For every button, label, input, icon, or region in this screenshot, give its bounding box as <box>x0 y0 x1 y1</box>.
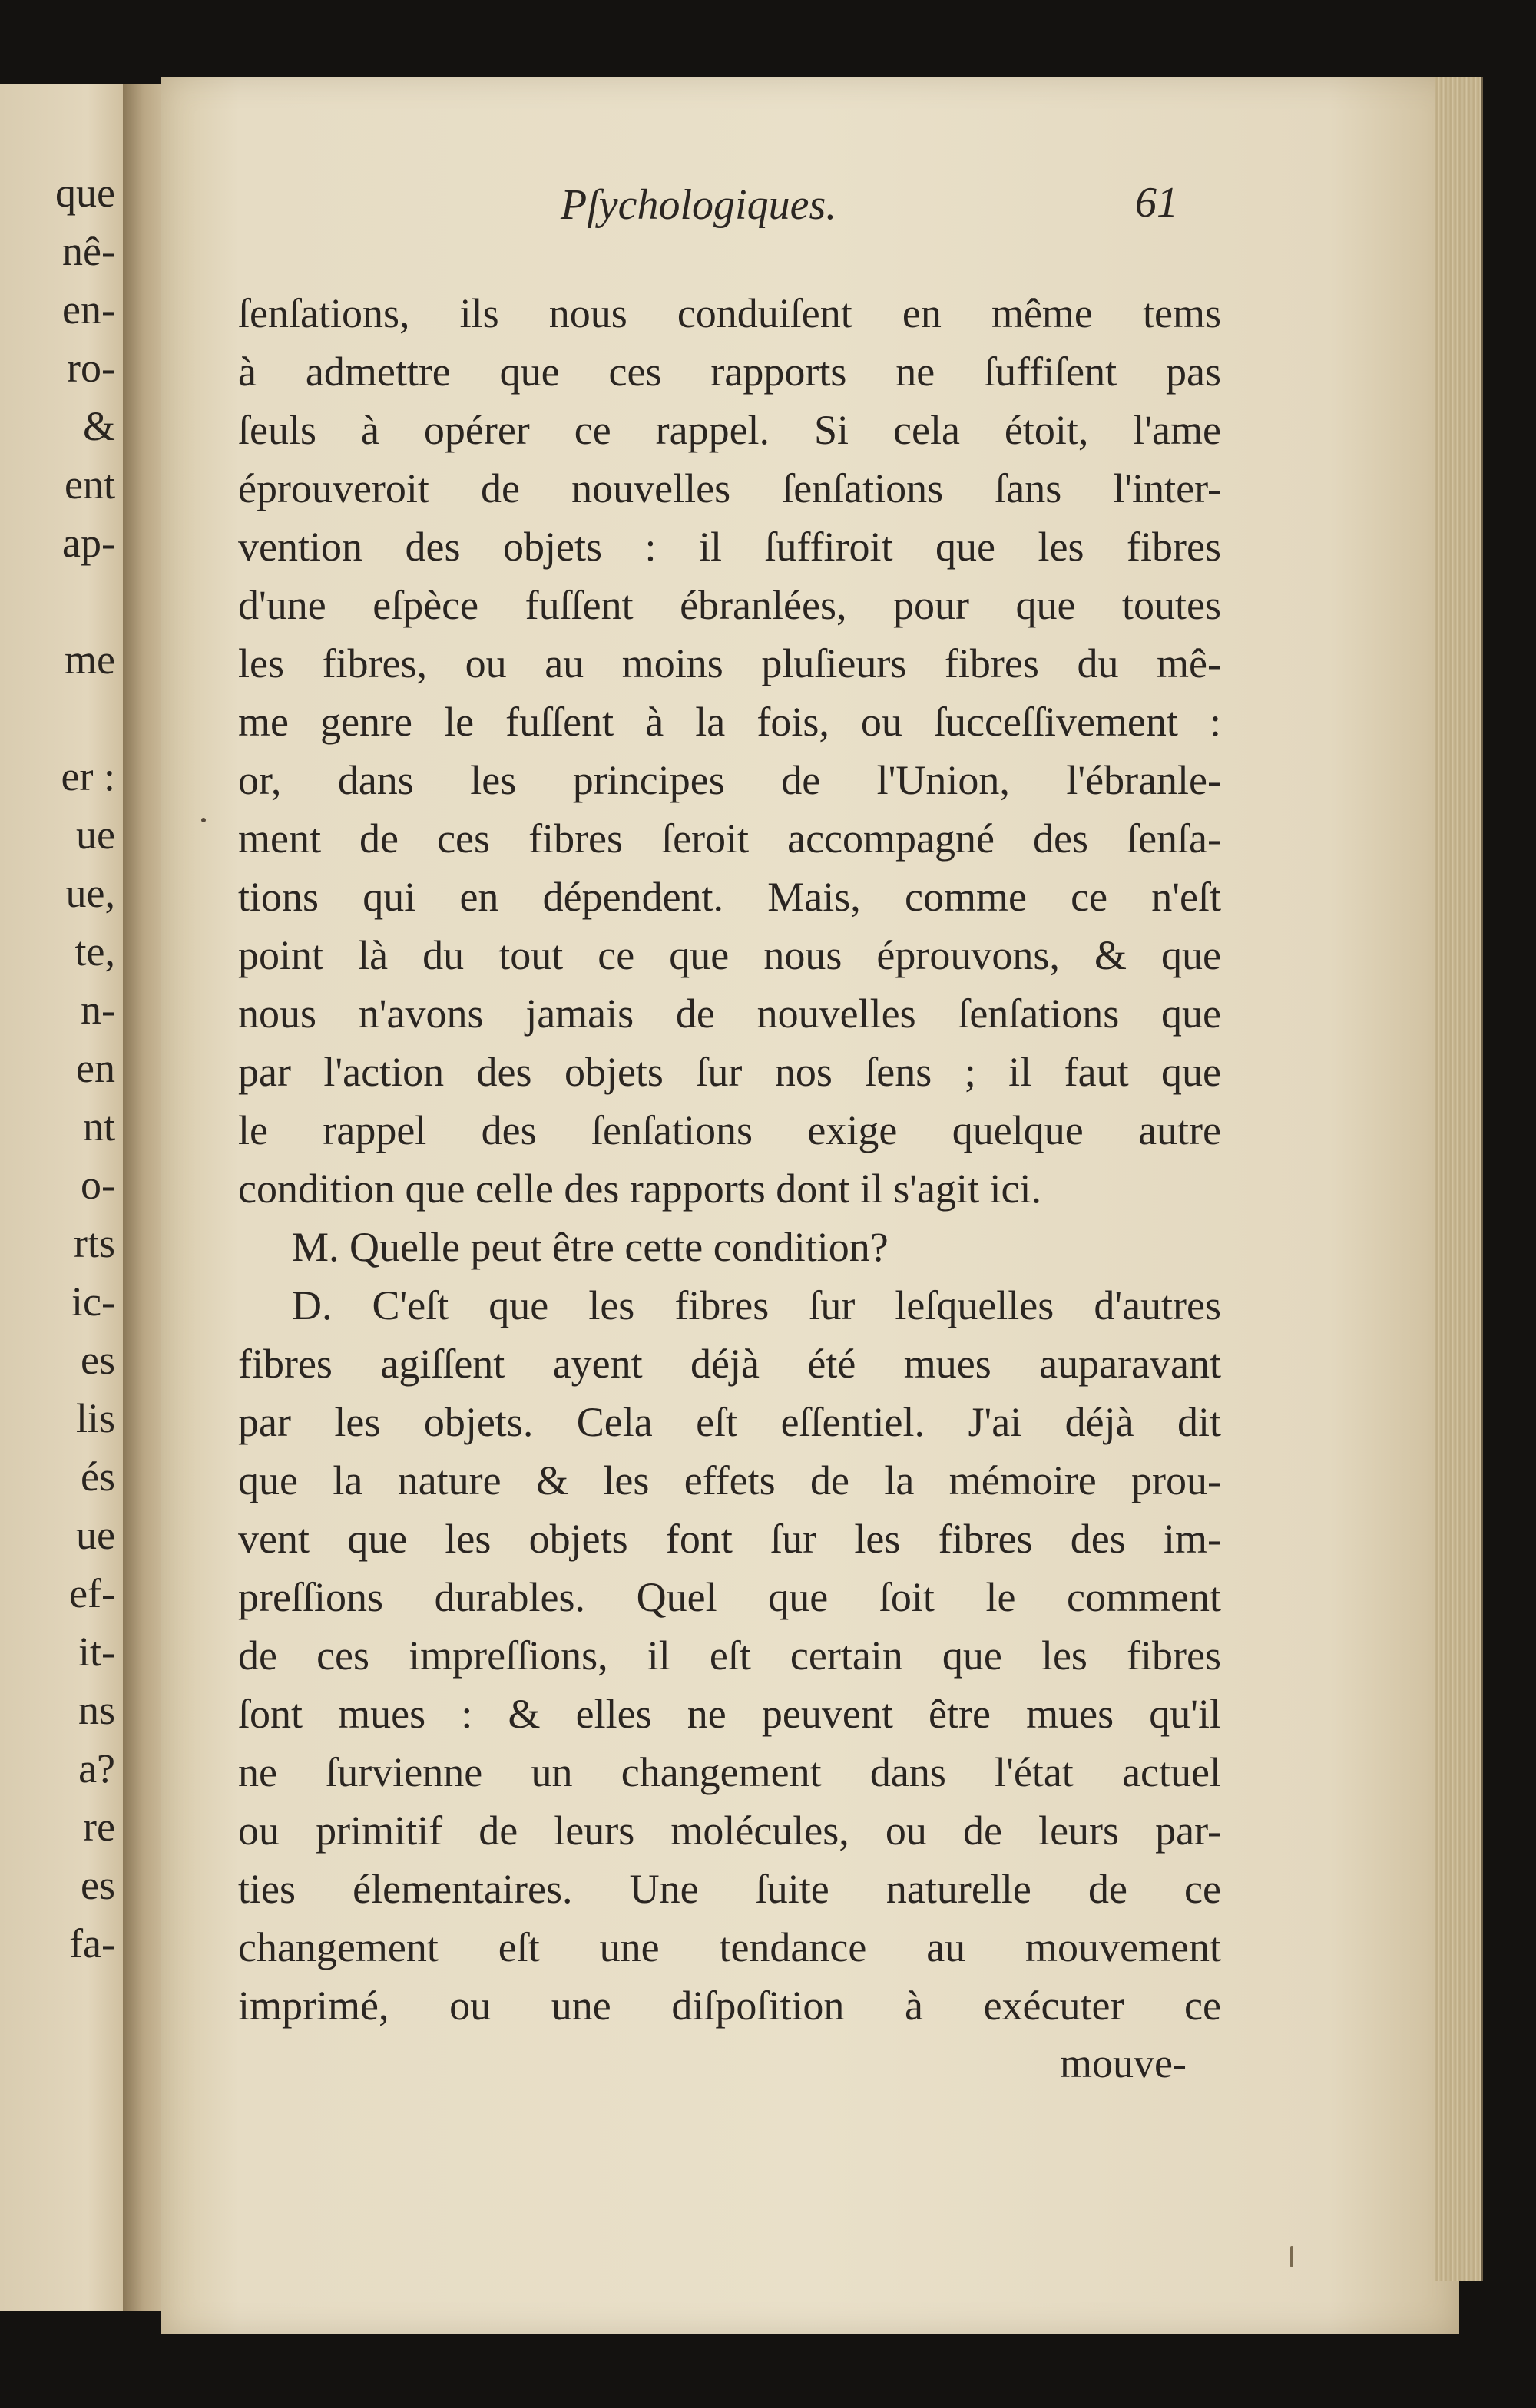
left-page-line-fragment: rts <box>74 1220 115 1266</box>
text-line: les fibres, ou au moins pluſieurs fibres du mê- <box>238 640 1221 686</box>
left-page-line-fragment: & <box>82 403 115 449</box>
text-line: le rappel des ſenſations exige quelque autre <box>238 1107 1221 1153</box>
body-text <box>238 284 1221 2035</box>
text-line: à admettre que ces rapports ne ſuffiſent pas <box>238 349 1221 395</box>
answer-line: ſont mues : & elles ne peuvent être mues qu'il <box>238 1691 1221 1737</box>
text-line: me genre le fuſſent à la fois, ou ſucceſſivement : <box>238 699 1221 745</box>
running-head: Pſychologiques. <box>561 181 837 229</box>
text-line: d'une eſpèce fuſſent ébranlées, pour que toutes <box>238 582 1221 628</box>
text-line: condition que celle des rapports dont il s'agit ici. <box>238 1166 1041 1212</box>
left-page-line-fragment: en- <box>62 286 115 332</box>
left-page-line-fragment: ue <box>76 812 115 858</box>
text-line: tions qui en dépendent. Mais, comme ce n'eſt <box>238 874 1221 920</box>
left-page-line-fragment: er : <box>61 753 115 799</box>
answer-line: D. C'eſt que les fibres ſur leſquelles d'autres <box>292 1282 1221 1328</box>
left-page-line-fragment: nt <box>82 1103 115 1149</box>
left-page-line-fragment: re <box>83 1804 115 1850</box>
text-line: éprouveroit de nouvelles ſenſations ſans l'inter- <box>238 465 1221 511</box>
left-page-line-fragment: ue <box>76 1512 115 1558</box>
answer-line: de ces impreſſions, il eſt certain que les fibres <box>238 1632 1221 1679</box>
question-line: M. Quelle peut être cette condition? <box>292 1224 889 1270</box>
answer-line: que la nature & les effets de la mémoire prou- <box>238 1457 1221 1503</box>
text-line: vention des objets : il ſuffiroit que les fibres <box>238 524 1221 570</box>
left-page-line-fragment: o- <box>81 1162 115 1208</box>
answer-line: par les objets. Cela eſt eſſentiel. J'ai déjà dit <box>238 1399 1221 1445</box>
text-line: ſeuls à opérer ce rappel. Si cela étoit, l'ame <box>238 407 1221 453</box>
left-page-line-fragment: it- <box>78 1629 115 1675</box>
left-page-line-fragment: ue, <box>65 870 115 916</box>
left-page-line-fragment: ic- <box>71 1278 115 1325</box>
answer-line: ties élementaires. Une ſuite naturelle de ce <box>238 1866 1221 1912</box>
ink-speck <box>1290 2246 1293 2267</box>
left-page-line-fragment: en <box>76 1045 115 1091</box>
left-page-line-fragment: ap- <box>62 520 115 566</box>
page-edge-stack <box>1435 77 1483 2281</box>
ink-speck <box>201 818 206 822</box>
text-line: nous n'avons jamais de nouvelles ſenſations que <box>238 991 1221 1037</box>
left-page-line-fragment: es <box>81 1862 115 1908</box>
answer-line: vent que les objets font ſur les fibres des im- <box>238 1516 1221 1562</box>
left-page-line-fragment: a? <box>78 1745 115 1791</box>
answer-line: imprimé, ou une diſpoſition à exécuter ce <box>238 1983 1221 2029</box>
text-line: point là du tout ce que nous éprouvons, & que <box>238 932 1221 978</box>
answer-line: changement eſt une tendance au mouvement <box>238 1924 1221 1970</box>
left-page-line-fragment: ro- <box>67 345 115 391</box>
left-page-line-fragment: n- <box>81 987 115 1033</box>
left-page-line-fragment: que <box>55 170 115 216</box>
catchword: mouve- <box>1060 2040 1187 2086</box>
text-line: ſenſations, ils nous conduiſent en même tems <box>238 290 1221 336</box>
left-page-line-fragment: me <box>65 637 115 683</box>
left-page-line-fragment: te, <box>74 928 115 974</box>
left-page-line-fragment: nê- <box>62 228 115 274</box>
text-line: or, dans les principes de l'Union, l'ébranle- <box>238 757 1221 803</box>
left-page-line-fragment: ns <box>78 1687 115 1733</box>
left-page-line-fragment: ent <box>65 461 115 508</box>
left-page-line-fragment: fa- <box>69 1920 115 1966</box>
answer-line: ou primitif de leurs molécules, ou de leurs par- <box>238 1808 1221 1854</box>
left-page-line-fragment: és <box>81 1454 115 1500</box>
left-page-line-fragment: ef- <box>69 1570 115 1616</box>
answer-line: fibres agiſſent ayent déjà été mues auparavant <box>238 1341 1221 1387</box>
answer-line: preſſions durables. Quel que ſoit le comment <box>238 1574 1221 1620</box>
left-page-line-fragment: es <box>81 1337 115 1383</box>
text-line: par l'action des objets ſur nos ſens ; il faut que <box>238 1049 1221 1095</box>
text-line: ment de ces fibres ſeroit accompagné des ſenſa- <box>238 815 1221 862</box>
answer-line: ne ſurvienne un changement dans l'état actuel <box>238 1749 1221 1795</box>
left-page-line-fragment: lis <box>75 1395 115 1441</box>
page-number: 61 <box>1135 179 1178 227</box>
